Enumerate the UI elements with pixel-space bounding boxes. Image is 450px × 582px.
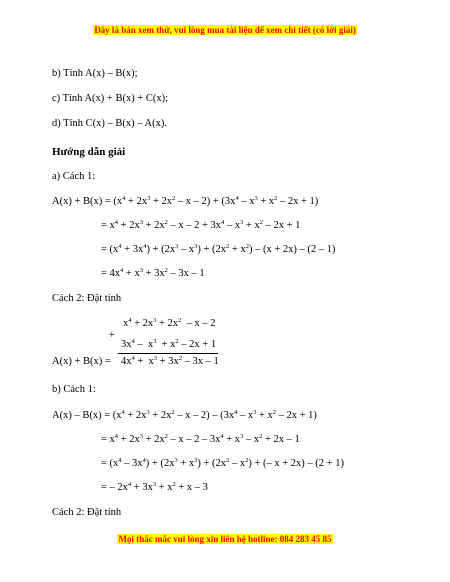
vertical-sum-row-1: $x^4 + 2x^3 + 2x^2 - x - 2$ xyxy=(123,317,216,329)
plus-sign: + xyxy=(109,330,115,341)
sum-rule xyxy=(118,353,218,354)
math-line: = $(x^4 + 3x^4) + (2x^3 - x^3) + (2x^2 + x^2) - (x + 2x) - (2 - 1)$ xyxy=(101,243,336,255)
math-line: $A(x) - B(x) = (x^4 + 2x^3 + 2x^2 - x - 2) - (3x^4 - x^3 + x^2 - 2x + 1)$ xyxy=(52,409,317,421)
part-a-method-1-label: a) Cách 1: xyxy=(52,171,96,182)
question-c: c) Tính A(x) + B(x) + C(x); xyxy=(52,93,169,104)
math-line: = $x^4 + 2x^3 + 2x^2 - x - 2 + 3x^4 - x^3 + x^2 - 2x + 1$ xyxy=(101,219,301,231)
math-line: = $x^4 + 2x^3 + 2x^2 - x - 2 - 3x^4 + x^3 - x^2 + 2x - 1$ xyxy=(101,433,300,445)
preview-banner-text: Đây là bản xem thử, vui lòng mua tài liệu để xem chi tiết (có lời giải) xyxy=(94,25,356,35)
preview-banner xyxy=(0,25,450,35)
question-b: b) Tính A(x) – B(x); xyxy=(52,68,138,79)
math-line: $A(x) + B(x) = (x^4 + 2x^3 + 2x^2 - x - 2) + (3x^4 - x^3 + x^2 - 2x + 1)$ xyxy=(52,195,319,207)
part-a-method-2-label: Cách 2: Đặt tính xyxy=(52,293,122,304)
vertical-sum-result-label: A(x) + B(x) = xyxy=(52,356,111,367)
solution-heading: Hướng dẫn giải xyxy=(52,146,126,158)
math-line: = $(x^4 - 3x^4) + (2x^3 + x^3) + (2x^2 - x^2)$ + (– x + 2x) – (2 + 1) xyxy=(101,457,344,469)
part-b-method-1-label: b) Cách 1: xyxy=(52,384,96,395)
hotline-banner-text: Mọi thắc mắc vui lòng xin liên hệ hotline: 084 283 45 85 xyxy=(118,534,332,544)
vertical-sum-result: $4x^4 + x^3 + 3x^2 - 3x - 1$ xyxy=(121,355,219,367)
math-line: = – $2x^4 + 3x^3 + x^2 + x - 3$ xyxy=(101,481,208,493)
hotline-banner xyxy=(0,534,450,544)
vertical-sum-row-2: $3x^4 - x^3 + x^2 - 2x + 1$ xyxy=(121,338,217,350)
question-d: d) Tính C(x) – B(x) – A(x). xyxy=(52,118,168,129)
part-b-method-2-label: Cách 2: Đặt tính xyxy=(52,507,122,518)
math-line: = $4x^4 + x^3 + 3x^2 - 3x - 1$ xyxy=(101,267,205,279)
